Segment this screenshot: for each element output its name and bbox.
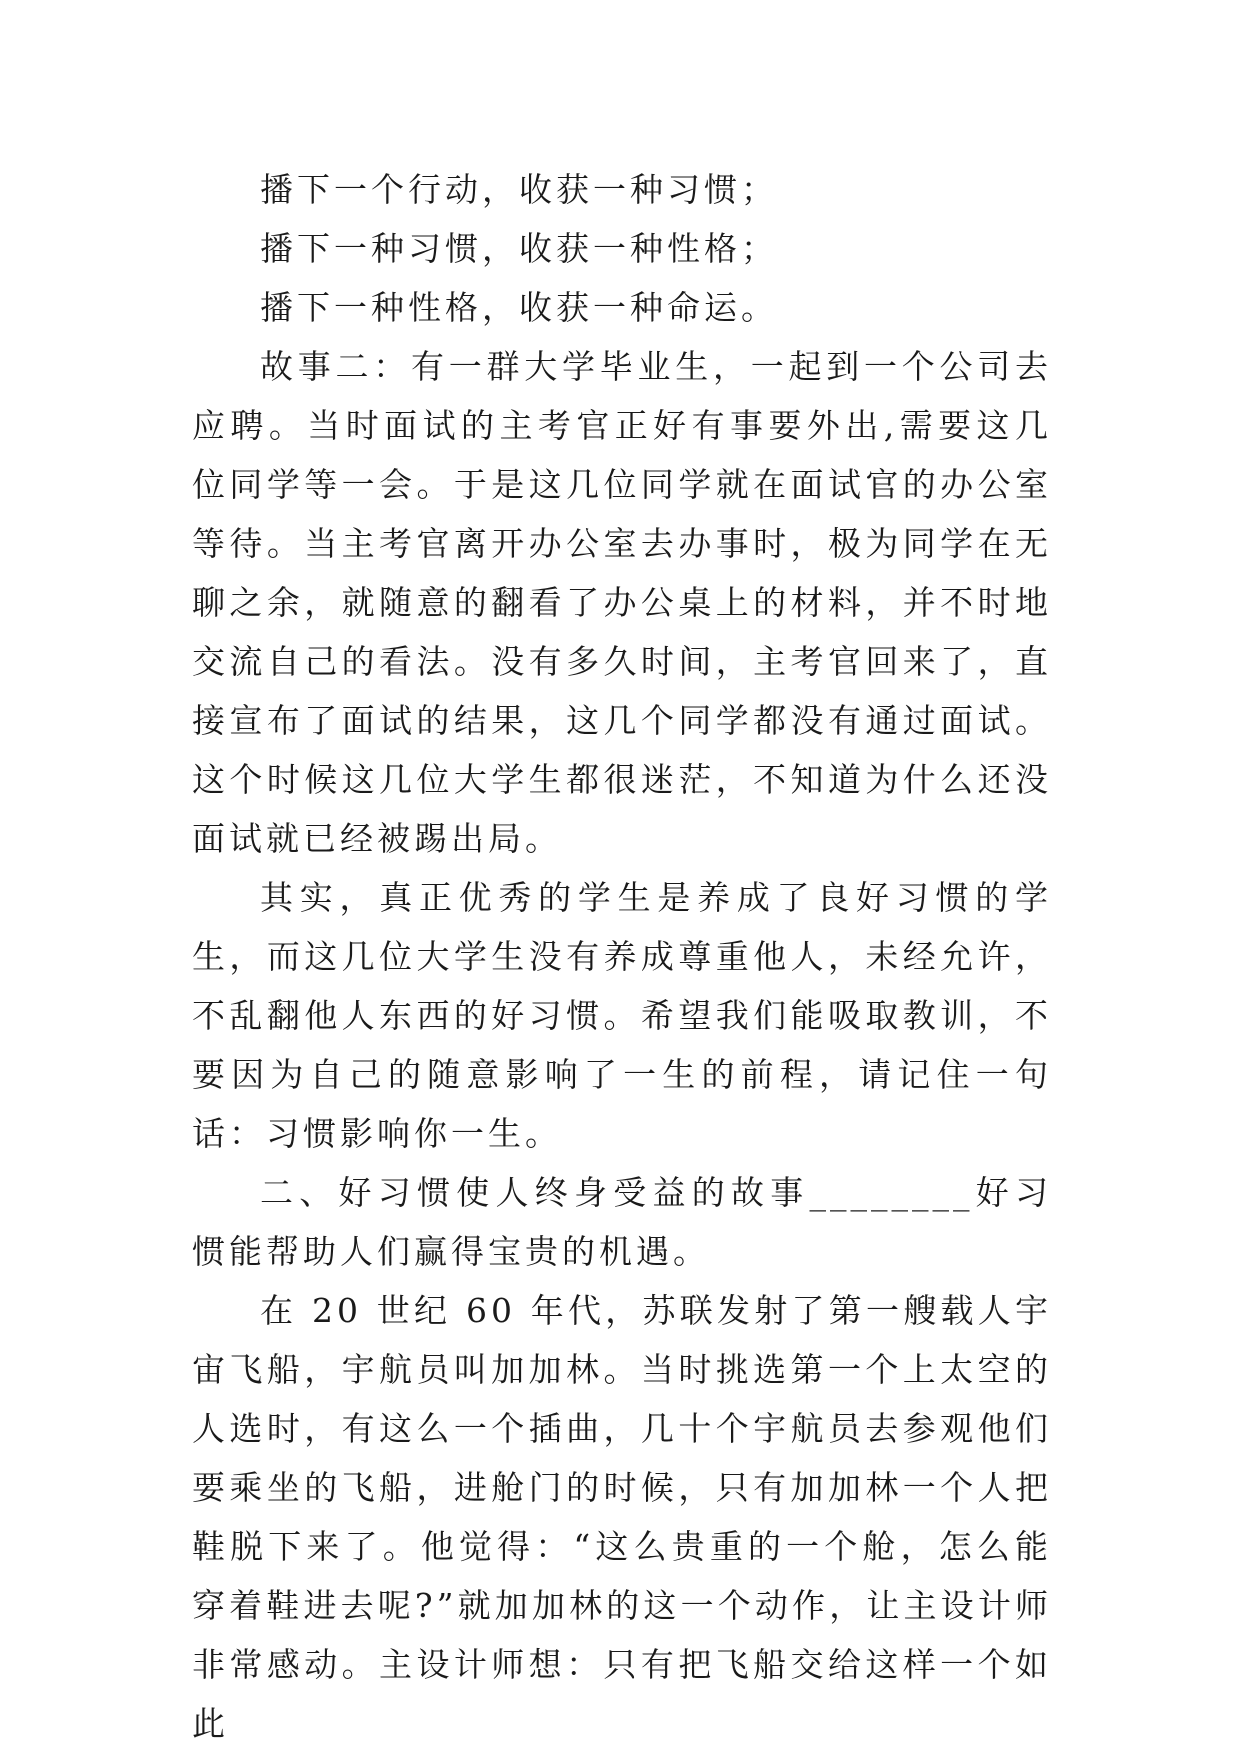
paragraph-gagarin: 在 20 世纪 60 年代，苏联发射了第一艘载人宇宙飞船，宇航员叫加加林。当时挑选第一个上太空的人选时，有这么一个插曲，几十个宇航员去参观他们要乘坐的飞船，进舱门的时候，只有加加林一个人把鞋脱下来了。他觉得：“这么贵重的一个舱，怎么能穿着鞋进去呢?”就加加林的这一个动作，让主设计师非常感动。主设计师想：只有把飞船交给这样一个如此 [192, 1291, 1052, 1743]
paragraph-2: 播下一种习惯，收获一种性格； [260, 229, 778, 268]
paragraph-lesson: 其实，真正优秀的学生是养成了良好习惯的学生，而这几位大学生没有养成尊重他人，未经允许，不乱翻他人东西的好习惯。希望我们能吸取教训，不要因为自己的随意影响了一生的前程，请记住一句话：习惯影响你一生。 [192, 878, 1052, 1153]
document-body [192, 160, 1052, 1753]
paragraph-3: 播下一种性格，收获一种命运。 [260, 288, 778, 327]
paragraph-1: 播下一个行动，收获一种习惯； [260, 170, 778, 209]
paragraph-story-two: 故事二：有一群大学毕业生，一起到一个公司去应聘。当时面试的主考官正好有事要外出,需要这几位同学等一会。于是这几位同学就在面试官的办公室等待。当主考官离开办公室去办事时，极为同学在无聊之余，就随意的翻看了办公桌上的材料，并不时地交流自己的看法。没有多久时间，主考官回来了，直接宣布了面试的结果，这几个同学都没有通过面试。这个时候这几位大学生都很迷茫，不知道为什么还没面试就已经被踢出局。 [192, 347, 1052, 858]
section-heading: 二、好习惯使人终身受益的故事________好习惯能帮助人们赢得宝贵的机遇。 [192, 1173, 1052, 1271]
